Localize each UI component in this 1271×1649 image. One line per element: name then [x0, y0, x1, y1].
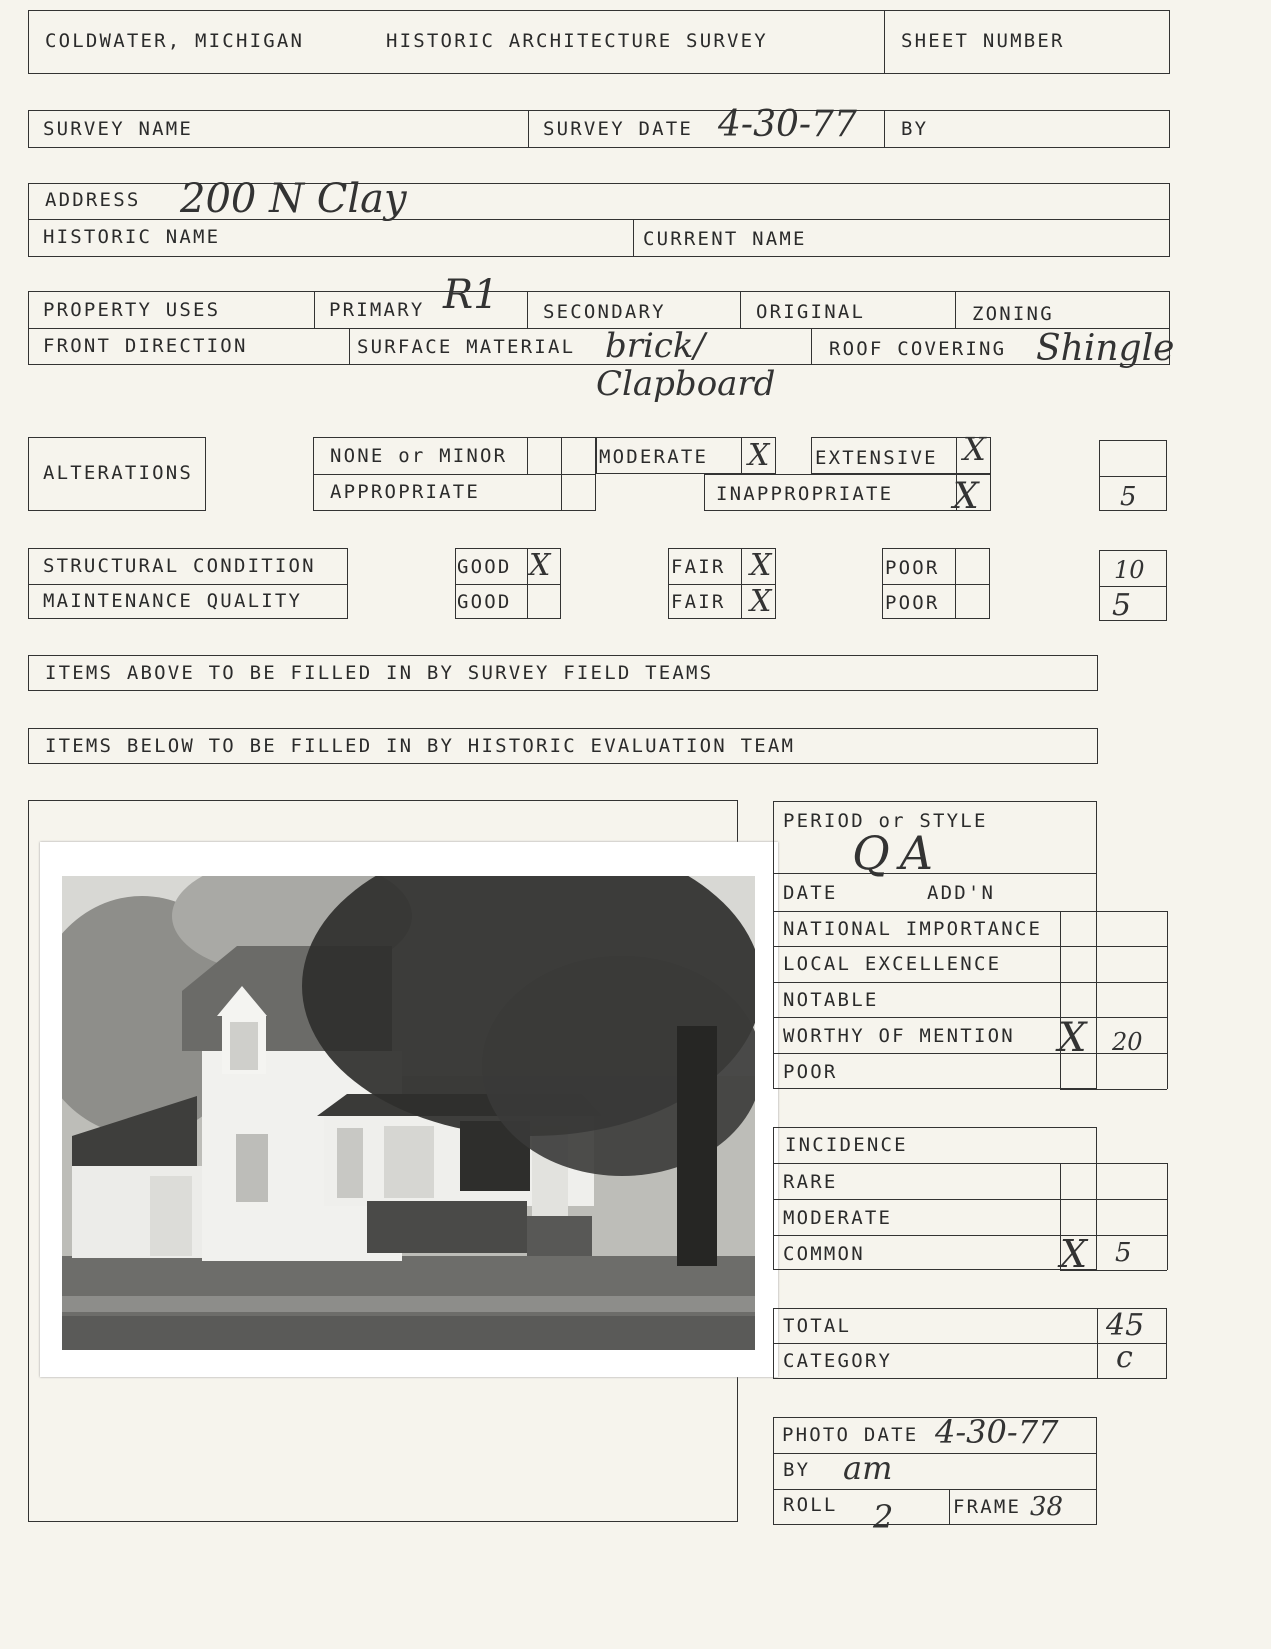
maintenance-quality-label: MAINTENANCE QUALITY	[43, 590, 303, 612]
structural-condition-label: STRUCTURAL CONDITION	[43, 555, 316, 577]
eval-row-poor: POOR	[783, 1061, 838, 1083]
structural-score: 10	[1114, 556, 1145, 584]
current-name-label: CURRENT NAME	[643, 228, 807, 250]
worthy-score: 20	[1112, 1028, 1143, 1056]
secondary-label: SECONDARY	[543, 301, 666, 323]
maintenance-score: 5	[1112, 588, 1132, 623]
photo-by-value: am	[843, 1449, 893, 1487]
survey-by-label: BY	[901, 118, 929, 140]
roof-covering-value: Shingle	[1036, 328, 1175, 369]
items-below-note: ITEMS BELOW TO BE FILLED IN BY HISTORIC EVALUATION TEAM	[45, 735, 796, 757]
incidence-common: COMMON	[783, 1243, 865, 1265]
inappropriate-label: INAPPROPRIATE	[716, 483, 894, 505]
worthy-mark: X	[1058, 1015, 1087, 1061]
poor-label-structural: POOR	[885, 557, 940, 579]
property-uses-label: PROPERTY USES	[43, 299, 221, 321]
moderate-mark: X	[748, 438, 770, 473]
survey-name-label: SURVEY NAME	[43, 118, 194, 140]
alterations-score: 5	[1120, 482, 1137, 512]
surface-material-value-1: brick/	[605, 326, 705, 366]
surface-material-value-2: Clapboard	[596, 364, 776, 404]
survey-date-value: 4-30-77	[718, 104, 857, 145]
total-value: 45	[1106, 1308, 1145, 1343]
roll-label: ROLL	[783, 1494, 838, 1516]
roll-value: 2	[873, 1498, 894, 1536]
frame-value: 38	[1030, 1492, 1064, 1522]
primary-label: PRIMARY	[329, 299, 425, 321]
inappropriate-mark: X	[953, 476, 979, 517]
primary-value: R1	[443, 272, 499, 318]
total-label: TOTAL	[783, 1315, 852, 1337]
fair-label-maintenance: FAIR	[671, 591, 726, 613]
category-value: c	[1116, 1340, 1133, 1375]
city-label: COLDWATER, MICHIGAN	[45, 30, 305, 52]
survey-date-label: SURVEY DATE	[543, 118, 694, 140]
eval-row-national: NATIONAL IMPORTANCE	[783, 918, 1043, 940]
good-label-maintenance: GOOD	[457, 591, 512, 613]
common-score: 5	[1115, 1238, 1132, 1268]
address-label: ADDRESS	[45, 189, 141, 211]
frame-label: FRAME	[953, 1496, 1022, 1518]
moderate-label: MODERATE	[599, 446, 709, 468]
appropriate-label: APPROPRIATE	[330, 481, 481, 503]
historic-name-label: HISTORIC NAME	[43, 226, 221, 248]
surface-material-label: SURFACE MATERIAL	[357, 336, 576, 358]
common-mark: X	[1060, 1232, 1088, 1276]
poor-label-maintenance: POOR	[885, 592, 940, 614]
period-style-value: QA	[852, 826, 943, 880]
none-minor-label: NONE or MINOR	[330, 445, 508, 467]
period-style-label: PERIOD or STYLE	[783, 810, 988, 832]
maintenance-fair-mark: X	[750, 584, 772, 619]
house-photograph	[40, 842, 778, 1377]
alterations-label: ALTERATIONS	[43, 462, 194, 484]
survey-title: HISTORIC ARCHITECTURE SURVEY	[386, 30, 768, 52]
eval-row-local: LOCAL EXCELLENCE	[783, 953, 1002, 975]
date-label: DATE	[783, 882, 838, 904]
structural-good-mark: X	[529, 548, 551, 583]
front-direction-label: FRONT DIRECTION	[43, 335, 248, 357]
category-label: CATEGORY	[783, 1350, 893, 1372]
photo-date-label: PHOTO DATE	[782, 1424, 919, 1446]
fair-label-structural: FAIR	[671, 556, 726, 578]
original-label: ORIGINAL	[756, 301, 866, 323]
good-label-structural: GOOD	[457, 556, 512, 578]
photo-by-label: BY	[783, 1459, 811, 1481]
zoning-label: ZONING	[972, 303, 1054, 325]
address-value: 200 N Clay	[180, 176, 407, 222]
eval-row-notable: NOTABLE	[783, 989, 879, 1011]
sheet-number-label: SHEET NUMBER	[901, 30, 1065, 52]
extensive-mark: X	[963, 430, 986, 468]
extensive-label: EXTENSIVE	[815, 447, 938, 469]
photo-date-value: 4-30-77	[935, 1413, 1059, 1451]
eval-row-worthy: WORTHY OF MENTION	[783, 1025, 1015, 1047]
house-photo-image	[62, 876, 755, 1350]
incidence-label: INCIDENCE	[785, 1134, 908, 1156]
roof-covering-label: ROOF COVERING	[829, 338, 1007, 360]
incidence-moderate: MODERATE	[783, 1207, 893, 1229]
incidence-rare: RARE	[783, 1171, 838, 1193]
addn-label: ADD'N	[927, 882, 996, 904]
items-above-note: ITEMS ABOVE TO BE FILLED IN BY SURVEY FIELD TEAMS	[45, 662, 714, 684]
structural-fair-mark: X	[750, 548, 772, 583]
